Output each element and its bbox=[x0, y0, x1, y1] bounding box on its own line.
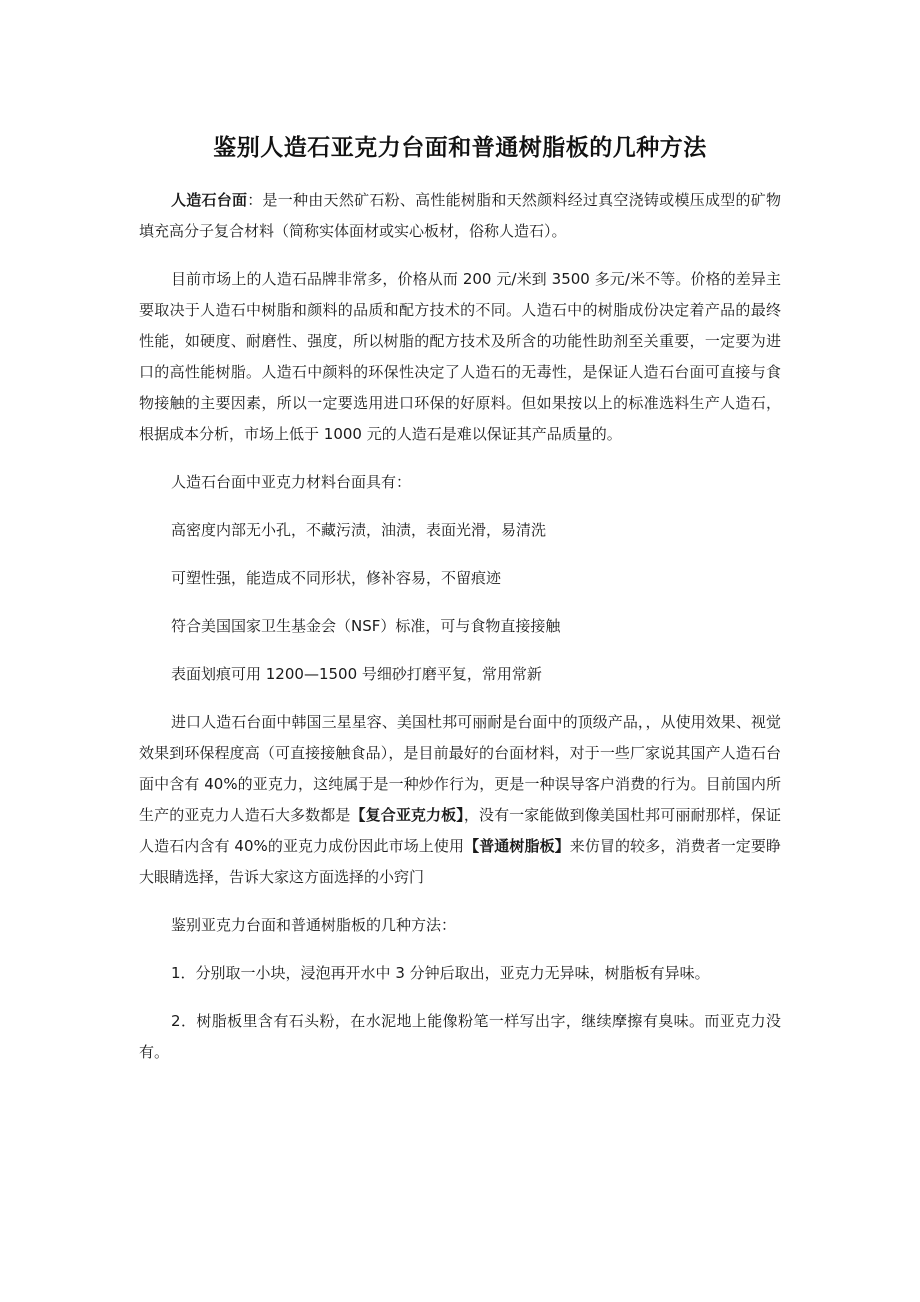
paragraph-methods-intro: 鉴别亚克力台面和普通树脂板的几种方法： bbox=[171, 916, 457, 934]
method-item-1: 1．分别取一小块，浸泡再开水中 3 分钟后取出，亚克力无异味，树脂板有异味。 bbox=[171, 964, 710, 982]
term-heading: 人造石台面 bbox=[171, 191, 248, 209]
definition-text: ：是一种由天然矿石粉、高性能树脂和天然颜料经过真空浇铸或模压成型的矿物填充高分子复合材料（简称实体面材或实心板材，俗称人造石）。 bbox=[139, 191, 781, 240]
paragraph-pricing: 目前市场上的人造石品牌非常多，价格从而 200 元/米到 3500 多元/米不等。价格的差异主要取决于人造石中树脂和颜料的品质和配方技术的不同。人造石中的树脂成份决定着产品的最终性能，如硬度、耐磨性、强度，所以树脂的配方技术及所含的功能性助剂至关重要，一定要为进口的高性能树脂。人造石中颜料的环保性决定了人造石的无毒性，是保证人造石台面可直接与食物接触的主要因素，所以一定要选用进口环保的好原料。但如果按以上的标准选料生产人造石，根据成本分析，市场上低于 1000 元的人造石是难以保证其产品质量的。 bbox=[139, 270, 781, 443]
imports-text-3: 来仿冒的较多，消费者一定要睁大眼睛选择，告诉大家这方面选择的小窍门 bbox=[139, 837, 781, 886]
document-body bbox=[139, 185, 781, 1085]
feature-item: 可塑性强，能造成不同形状，修补容易，不留痕迹 bbox=[171, 569, 502, 587]
paragraph-features-intro: 人造石台面中亚克力材料台面具有： bbox=[171, 473, 412, 491]
feature-item: 高密度内部无小孔，不藏污渍，油渍，表面光滑，易清洗 bbox=[171, 521, 547, 539]
imports-text-1: 进口人造石台面中韩国三星星容、美国杜邦可丽耐是台面中的顶级产品，，从使用效果、视觉效果到环保程度高（可直接接触食品），是目前最好的台面材料，对于一些厂家说其国产人造石台面中含有 40%的亚克力，这纯属于是一种炒作行为，更是一种误导客户消费的行为。目前国内所生产的亚克力人造石大多数都是 bbox=[139, 713, 781, 824]
highlight-ordinary-resin: 【普通树脂板】 bbox=[464, 837, 570, 855]
paragraph-definition bbox=[139, 185, 781, 247]
page-title: 鉴别人造石亚克力台面和普通树脂板的几种方法 bbox=[213, 135, 707, 161]
method-item-2: 2．树脂板里含有石头粉，在水泥地上能像粉笔一样写出字，继续摩擦有臭味。而亚克力没有。 bbox=[139, 1012, 781, 1061]
feature-item: 符合美国国家卫生基金会（NSF）标准，可与食物直接接触 bbox=[171, 617, 561, 635]
highlight-composite-acrylic: 【复合亚克力板】 bbox=[350, 806, 464, 824]
imports-text-2: ，没有一家能做到像美国杜邦可丽耐那样，保证人造石内含有 40%的亚克力成份因此市场上使用 bbox=[139, 806, 781, 855]
paragraph-imports bbox=[139, 707, 781, 893]
feature-item: 表面划痕可用 1200—1500 号细砂打磨平复，常用常新 bbox=[171, 665, 542, 683]
